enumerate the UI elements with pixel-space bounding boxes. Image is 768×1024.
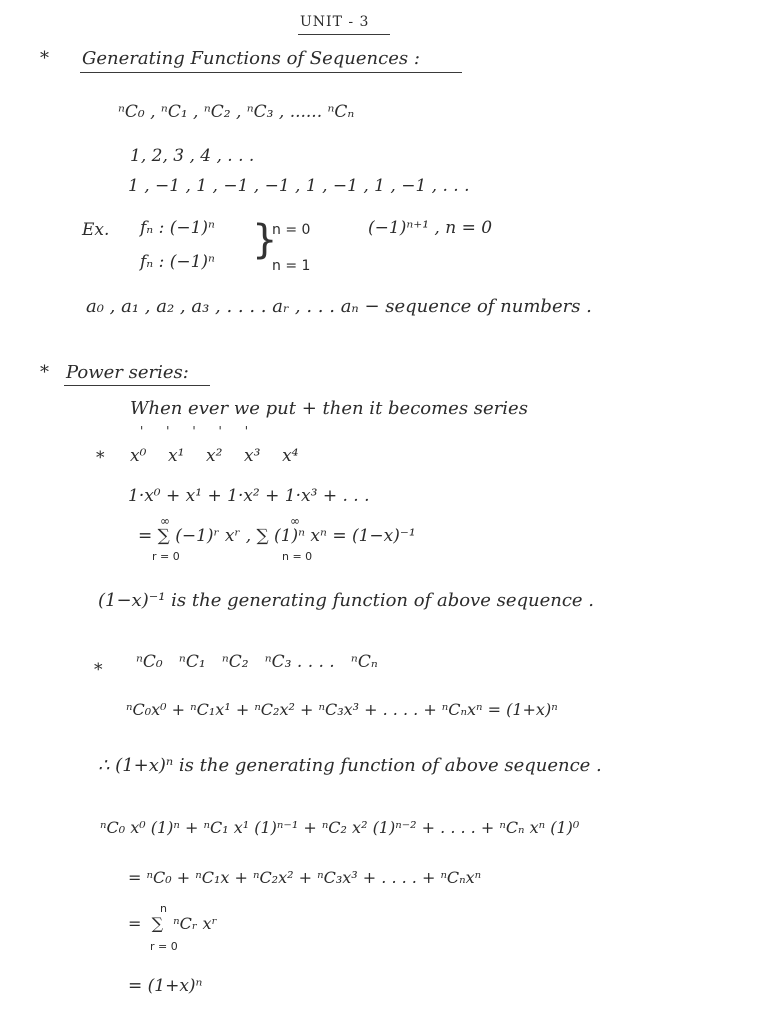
section2-heading-underline [64, 385, 210, 386]
derivation-sum-top: n [160, 902, 167, 915]
sum-line: = ∑ (−1)ʳ xʳ , ∑ (1)ⁿ xⁿ = (1−x)⁻¹ [138, 526, 416, 546]
derivation-sum-bottom: r = 0 [150, 940, 178, 953]
derivation-line-4: = (1+x)ⁿ [128, 976, 203, 996]
sum-right-top: ∞ [290, 514, 300, 528]
power-series-conclusion: (1−x)⁻¹ is the generating function of above sequence . [98, 590, 595, 611]
example-n0: n = 0 [272, 222, 311, 238]
example-right: (−1)ⁿ⁺¹ , n = 0 [368, 218, 493, 238]
ncr-row: ⁿC₀ ⁿC₁ ⁿC₂ ⁿC₃ . . . . ⁿCₙ [136, 652, 378, 672]
series-line: 1·x⁰ + x¹ + 1·x² + 1·x³ + . . . [128, 486, 370, 506]
sum-right-bottom: n = 0 [282, 550, 313, 563]
derivation-line-2: = ⁿC₀ + ⁿC₁x + ⁿC₂x² + ⁿC₃x³ + . . . . + ⁿCₙxⁿ [128, 868, 482, 887]
section1-heading: Generating Functions of Sequences : [82, 48, 420, 69]
example-f2: fₙ : (−1)ⁿ [140, 252, 215, 272]
unit-title: UNIT - 3 [300, 14, 370, 30]
derivation-line-1: ⁿC₀ x⁰ (1)ⁿ + ⁿC₁ x¹ (1)ⁿ⁻¹ + ⁿC₂ x² (1)ⁿ⁻² + . . . . + ⁿCₙ xⁿ (1)⁰ [100, 818, 580, 837]
section2-star: * [40, 362, 49, 383]
sum-left-bottom: r = 0 [152, 550, 180, 563]
derivation-line-3: = ∑ ⁿCᵣ xʳ [128, 914, 218, 933]
example-brace: } [252, 217, 278, 263]
alternating-sequence-line: 1 , −1 , 1 , −1 , −1 , 1 , −1 , 1 , −1 , . . . [128, 176, 470, 196]
sum-left-top: ∞ [160, 514, 170, 528]
binomial-conclusion: ∴ (1+x)ⁿ is the generating function of above sequence . [98, 755, 602, 776]
when-ever-line: When ever we put + then it becomes series [130, 398, 528, 419]
sequence-of-numbers-line: a₀ , a₁ , a₂ , a₃ , . . . . aᵣ , . . . aₙ − sequence of numbers . [86, 296, 592, 317]
counting-sequence-line: 1, 2, 3 , 4 , . . . [130, 146, 255, 166]
section2-heading: Power series: [66, 362, 189, 383]
example-label: Ex. [82, 220, 110, 240]
title-underline [298, 34, 390, 35]
ncr-sequence-line: ⁿC₀ , ⁿC₁ , ⁿC₂ , ⁿC₃ , ...... ⁿCₙ [118, 102, 355, 122]
binomial-expansion: ⁿC₀x⁰ + ⁿC₁x¹ + ⁿC₂x² + ⁿC₃x³ + . . . . + ⁿCₙxⁿ = (1+x)ⁿ [126, 700, 558, 719]
example-n1: n = 1 [272, 258, 311, 274]
section1-star: * [40, 48, 49, 69]
section3-star: * [94, 660, 103, 680]
powers-star: * [96, 448, 105, 468]
powers-row: x⁰ x¹ x² x³ x⁴ [130, 446, 299, 466]
section1-heading-underline [80, 72, 462, 73]
tick-marks: ' ' ' ' ' [140, 424, 249, 438]
example-f1: fₙ : (−1)ⁿ [140, 218, 215, 238]
